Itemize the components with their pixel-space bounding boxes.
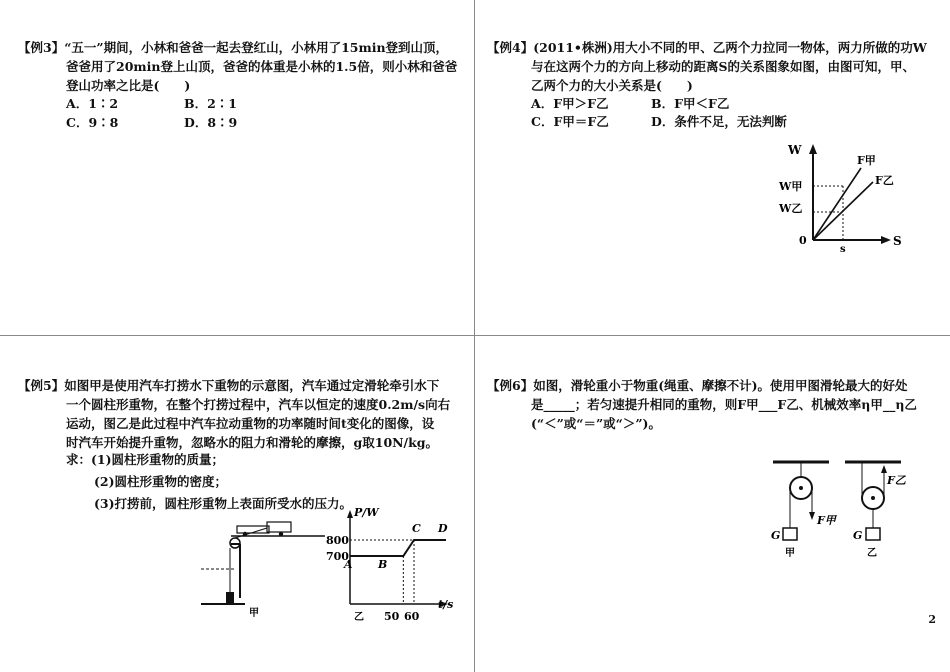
label-w-yi: W乙 [779, 202, 803, 215]
example-3-line3: 登山功率之比是( ) [66, 78, 191, 93]
example-3-line2: 爸爸用了20min登上山顶，爸爸的体重是小林的1.5倍，则小林和爸爸 [66, 59, 458, 74]
tick-50: 50 [384, 610, 400, 623]
point-b: B [378, 558, 388, 571]
power-time-graph [322, 504, 462, 626]
example-5-line3: 运动，图乙是此过程中汽车拉动重物的功率随时间t变化的图像，设 [66, 416, 435, 431]
example-4-text [487, 38, 945, 95]
example-4-option-b: B．F甲＜F乙 [651, 96, 730, 111]
salvage-diagram [195, 514, 340, 618]
example-5-question-2: (2)圆柱形重物的密度； [94, 474, 228, 489]
example-6-line2: 是_____；若匀速提升相同的重物，则F甲___F乙、机械效率η甲__η乙 [531, 397, 917, 412]
example-5-line1: 如图甲是使用汽车打捞水下重物的示意图，汽车通过定滑轮牵引水下 [64, 378, 440, 393]
example-6-text [487, 376, 945, 433]
example-4-option-a: A．F甲＞F乙 [531, 96, 609, 111]
label-s: s [840, 244, 846, 255]
slide-example-6 [475, 336, 950, 672]
example-5-line4: 时汽车开始提升重物，忽略水的阻力和滑轮的摩擦，g取10N/kg。 [66, 435, 439, 450]
y-axis-arrow-icon [809, 144, 817, 154]
point-a: A [344, 558, 353, 571]
pt-y-arrow-icon [347, 510, 353, 518]
example-4-line3: 乙两个力的大小关系是( ) [531, 78, 693, 93]
caption-yi: 乙 [867, 548, 877, 559]
slide-example-3 [0, 0, 475, 336]
force-arrow-icon [881, 465, 887, 473]
example-3-line1: “五一”期间，小林和爸爸一起去登红山，小林用了15min登到山顶， [64, 40, 449, 55]
example-5-tag: 【例5】 [18, 378, 65, 393]
example-5-question-1: 求：(1)圆柱形重物的质量； [66, 452, 225, 467]
example-4-line2: 与在这两个力的方向上移动的距离S的关系图象如图，由图可知，甲、 [531, 59, 916, 74]
pulley-axle-icon [871, 496, 875, 500]
example-3-tag: 【例3】 [18, 40, 65, 55]
label-f-yi: F乙 [875, 174, 894, 187]
example-4-option-d: D．条件不足，无法判断 [651, 114, 787, 129]
figure-caption-jia: 甲 [249, 608, 259, 618]
example-6-tag: 【例6】 [487, 378, 534, 393]
example-4-option-c: C．F甲＝F乙 [531, 114, 609, 129]
pt-y-label: P/W [354, 506, 379, 519]
example-3-option-c: C．9∶8 [66, 115, 119, 130]
example-3-option-d: D．8∶9 [184, 115, 238, 130]
label-f-jia: F甲 [857, 154, 876, 167]
x-axis-arrow-icon [881, 236, 891, 244]
example-3-option-a: A．1∶2 [66, 96, 119, 111]
pt-x-label: t/s [438, 598, 454, 611]
power-curve [350, 540, 446, 556]
label-f-yi-force: F乙 [887, 474, 906, 487]
graph-y-label: W [788, 143, 802, 157]
example-3-text [18, 38, 468, 95]
tick-700: 700 [326, 550, 349, 563]
pulley-figures [767, 454, 907, 564]
weight-jia [783, 528, 797, 540]
pulley-axle-icon [799, 486, 803, 490]
label-f-jia-force: F甲 [817, 514, 836, 527]
point-c: C [412, 522, 421, 535]
page-number: 2 [928, 613, 936, 626]
graph-origin: 0 [799, 234, 807, 247]
slide-example-4 [475, 0, 950, 336]
example-4-tag: 【例4】 [487, 40, 534, 55]
example-5-question-3: (3)打捞前，圆柱形重物上表面所受水的压力。 [94, 496, 353, 511]
label-w-jia: W甲 [779, 180, 803, 193]
line-f-jia [813, 168, 861, 240]
cylinder-weight [226, 592, 234, 603]
tick-60: 60 [404, 610, 420, 623]
tick-800: 800 [326, 534, 349, 547]
label-g-jia: G [771, 529, 781, 542]
example-3-option-b: B．2∶1 [184, 96, 237, 111]
work-distance-graph [773, 140, 923, 260]
example-6-line1: 如图，滑轮重小于物重(绳重、摩擦不计)。使用甲图滑轮最大的好处 [533, 378, 908, 393]
graph-x-label: S [893, 234, 902, 248]
example-6-line3: (“＜”或“＝”或“＞”)。 [531, 416, 661, 431]
truck-wheel [279, 532, 283, 536]
slide-example-5 [0, 336, 475, 672]
example-5-line2: 一个圆柱形重物，在整个打捞过程中，汽车以恒定的速度0.2m/s向右 [66, 397, 451, 412]
label-g-yi: G [853, 529, 863, 542]
caption-jia: 甲 [785, 548, 795, 559]
weight-yi [866, 528, 880, 540]
force-arrow-icon [809, 512, 815, 520]
example-5-text [18, 376, 468, 452]
figure-caption-yi: 乙 [354, 612, 364, 623]
point-d: D [438, 522, 448, 535]
truck-cab [267, 522, 291, 532]
example-4-line1: (2011•株洲)用大小不同的甲、乙两个力拉同一物体，两力所做的功W [533, 40, 927, 55]
